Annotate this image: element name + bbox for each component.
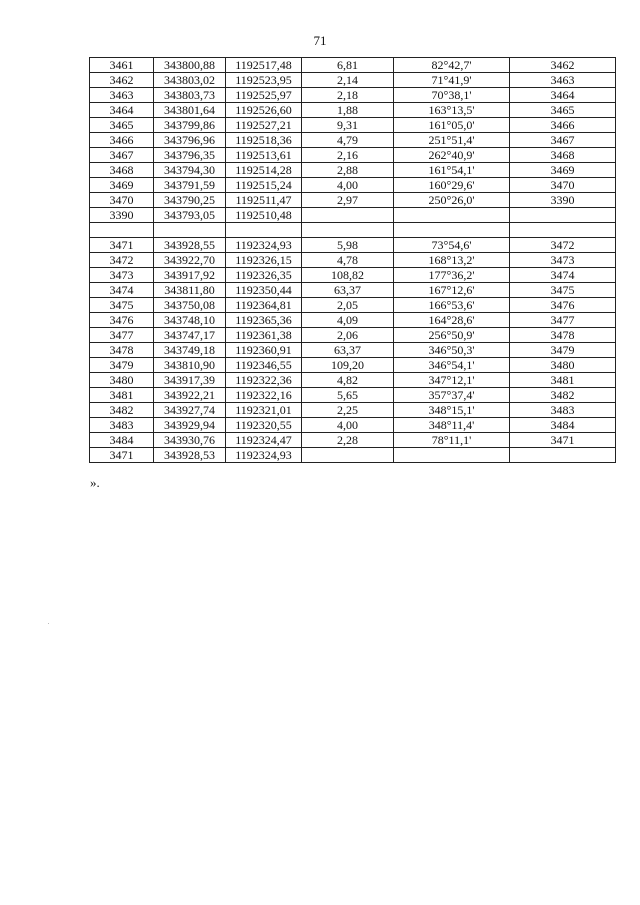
cell-direction-angle: 357°37,4': [394, 388, 510, 403]
cell-y-coordinate: 1192326,35: [226, 268, 302, 283]
cell-point-number: 3472: [90, 253, 154, 268]
table-row: [90, 133, 616, 148]
cell-point-number: 3462: [90, 73, 154, 88]
cell-distance: 4,79: [302, 133, 394, 148]
cell-direction-angle: 167°12,6': [394, 283, 510, 298]
cell-x-coordinate: 343811,80: [154, 283, 226, 298]
coordinates-table-body: [90, 58, 616, 463]
cell-y-coordinate: 1192322,16: [226, 388, 302, 403]
cell-next-point: 3475: [510, 283, 616, 298]
table-row: [90, 298, 616, 313]
table-row: [90, 148, 616, 163]
cell-distance: 2,97: [302, 193, 394, 208]
cell-x-coordinate: 343793,05: [154, 208, 226, 223]
cell-next-point: 3469: [510, 163, 616, 178]
cell-next-point: 3470: [510, 178, 616, 193]
cell-x-coordinate: 343791,59: [154, 178, 226, 193]
cell-distance: [302, 448, 394, 463]
table-row: [90, 163, 616, 178]
table-row: [90, 358, 616, 373]
table-row: [90, 73, 616, 88]
cell-point-number: 3390: [90, 208, 154, 223]
cell-distance: 2,16: [302, 148, 394, 163]
cell-distance: 63,37: [302, 283, 394, 298]
cell-y-coordinate: 1192526,60: [226, 103, 302, 118]
table-row: [90, 313, 616, 328]
cell-point-number: 3479: [90, 358, 154, 373]
table-row: [90, 253, 616, 268]
cell-y-coordinate: [226, 223, 302, 238]
cell-y-coordinate: 1192324,93: [226, 448, 302, 463]
table-row: [90, 343, 616, 358]
cell-x-coordinate: 343922,70: [154, 253, 226, 268]
cell-direction-angle: 177°36,2': [394, 268, 510, 283]
cell-y-coordinate: 1192511,47: [226, 193, 302, 208]
cell-x-coordinate: 343796,96: [154, 133, 226, 148]
cell-y-coordinate: 1192513,61: [226, 148, 302, 163]
cell-direction-angle: 256°50,9': [394, 328, 510, 343]
cell-point-number: 3478: [90, 343, 154, 358]
table-row: [90, 88, 616, 103]
cell-distance: 2,14: [302, 73, 394, 88]
cell-next-point: 3481: [510, 373, 616, 388]
cell-direction-angle: [394, 208, 510, 223]
cell-x-coordinate: 343796,35: [154, 148, 226, 163]
cell-y-coordinate: 1192514,28: [226, 163, 302, 178]
cell-y-coordinate: 1192510,48: [226, 208, 302, 223]
cell-next-point: [510, 223, 616, 238]
cell-y-coordinate: 1192523,95: [226, 73, 302, 88]
cell-y-coordinate: 1192321,01: [226, 403, 302, 418]
cell-direction-angle: 78°11,1': [394, 433, 510, 448]
closing-quote-mark: ».: [90, 475, 100, 490]
cell-point-number: 3474: [90, 283, 154, 298]
cell-point-number: 3467: [90, 148, 154, 163]
cell-distance: [302, 208, 394, 223]
cell-point-number: 3465: [90, 118, 154, 133]
cell-next-point: 3466: [510, 118, 616, 133]
cell-point-number: [90, 223, 154, 238]
cell-next-point: 3480: [510, 358, 616, 373]
cell-direction-angle: 250°26,0': [394, 193, 510, 208]
cell-x-coordinate: 343747,17: [154, 328, 226, 343]
cell-distance: 5,65: [302, 388, 394, 403]
cell-distance: 6,81: [302, 58, 394, 73]
cell-y-coordinate: 1192527,21: [226, 118, 302, 133]
cell-x-coordinate: 343790,25: [154, 193, 226, 208]
cell-x-coordinate: 343928,53: [154, 448, 226, 463]
cell-y-coordinate: 1192517,48: [226, 58, 302, 73]
cell-direction-angle: 251°51,4': [394, 133, 510, 148]
cell-y-coordinate: 1192515,24: [226, 178, 302, 193]
cell-next-point: 3465: [510, 103, 616, 118]
table-row: [90, 58, 616, 73]
cell-x-coordinate: 343748,10: [154, 313, 226, 328]
cell-point-number: 3473: [90, 268, 154, 283]
cell-point-number: 3469: [90, 178, 154, 193]
cell-y-coordinate: 1192365,36: [226, 313, 302, 328]
cell-distance: 4,00: [302, 178, 394, 193]
cell-y-coordinate: 1192350,44: [226, 283, 302, 298]
cell-distance: 4,09: [302, 313, 394, 328]
cell-direction-angle: 166°53,6': [394, 298, 510, 313]
coordinates-table: [89, 57, 616, 463]
cell-point-number: 3483: [90, 418, 154, 433]
table-row: [90, 283, 616, 298]
cell-x-coordinate: 343930,76: [154, 433, 226, 448]
cell-point-number: 3461: [90, 58, 154, 73]
table-row: [90, 433, 616, 448]
cell-next-point: 3463: [510, 73, 616, 88]
cell-x-coordinate: 343928,55: [154, 238, 226, 253]
cell-next-point: 3483: [510, 403, 616, 418]
cell-y-coordinate: 1192518,36: [226, 133, 302, 148]
table-row: [90, 448, 616, 463]
cell-direction-angle: 347°12,1': [394, 373, 510, 388]
cell-distance: 2,06: [302, 328, 394, 343]
cell-direction-angle: 348°11,4': [394, 418, 510, 433]
cell-distance: 4,82: [302, 373, 394, 388]
cell-distance: 5,98: [302, 238, 394, 253]
cell-distance: 4,00: [302, 418, 394, 433]
cell-point-number: 3471: [90, 238, 154, 253]
cell-direction-angle: 161°05,0': [394, 118, 510, 133]
cell-x-coordinate: 343794,30: [154, 163, 226, 178]
cell-x-coordinate: 343803,73: [154, 88, 226, 103]
cell-x-coordinate: 343927,74: [154, 403, 226, 418]
cell-next-point: 3472: [510, 238, 616, 253]
cell-direction-angle: 71°41,9': [394, 73, 510, 88]
cell-x-coordinate: 343917,39: [154, 373, 226, 388]
cell-y-coordinate: 1192320,55: [226, 418, 302, 433]
cell-x-coordinate: 343800,88: [154, 58, 226, 73]
cell-point-number: 3477: [90, 328, 154, 343]
table-row: [90, 223, 616, 238]
cell-distance: [302, 223, 394, 238]
cell-next-point: 3462: [510, 58, 616, 73]
cell-x-coordinate: 343749,18: [154, 343, 226, 358]
cell-x-coordinate: [154, 223, 226, 238]
cell-point-number: 3482: [90, 403, 154, 418]
cell-direction-angle: 168°13,2': [394, 253, 510, 268]
table-row: [90, 418, 616, 433]
table-row: [90, 373, 616, 388]
cell-direction-angle: 346°54,1': [394, 358, 510, 373]
cell-point-number: 3471: [90, 448, 154, 463]
cell-next-point: 3479: [510, 343, 616, 358]
cell-distance: 2,18: [302, 88, 394, 103]
cell-point-number: 3463: [90, 88, 154, 103]
table-row: [90, 328, 616, 343]
cell-next-point: [510, 208, 616, 223]
cell-x-coordinate: 343922,21: [154, 388, 226, 403]
cell-direction-angle: 262°40,9': [394, 148, 510, 163]
cell-y-coordinate: 1192322,36: [226, 373, 302, 388]
scan-speck: [48, 623, 49, 624]
cell-distance: 2,28: [302, 433, 394, 448]
cell-y-coordinate: 1192525,97: [226, 88, 302, 103]
cell-direction-angle: [394, 223, 510, 238]
cell-distance: 4,78: [302, 253, 394, 268]
cell-distance: 109,20: [302, 358, 394, 373]
cell-next-point: 3464: [510, 88, 616, 103]
cell-next-point: [510, 448, 616, 463]
page-number: 71: [313, 33, 327, 48]
cell-x-coordinate: 343803,02: [154, 73, 226, 88]
cell-distance: 2,88: [302, 163, 394, 178]
cell-direction-angle: 82°42,7': [394, 58, 510, 73]
cell-direction-angle: 160°29,6': [394, 178, 510, 193]
cell-x-coordinate: 343801,64: [154, 103, 226, 118]
table-row: [90, 208, 616, 223]
cell-next-point: 3477: [510, 313, 616, 328]
cell-distance: 108,82: [302, 268, 394, 283]
table-row: [90, 403, 616, 418]
cell-next-point: 3484: [510, 418, 616, 433]
cell-point-number: 3470: [90, 193, 154, 208]
table-row: [90, 238, 616, 253]
cell-y-coordinate: 1192360,91: [226, 343, 302, 358]
cell-next-point: 3468: [510, 148, 616, 163]
cell-y-coordinate: 1192324,93: [226, 238, 302, 253]
table-row: [90, 268, 616, 283]
cell-next-point: 3390: [510, 193, 616, 208]
cell-direction-angle: 346°50,3': [394, 343, 510, 358]
cell-point-number: 3468: [90, 163, 154, 178]
table-row: [90, 178, 616, 193]
cell-distance: 1,88: [302, 103, 394, 118]
cell-distance: 2,25: [302, 403, 394, 418]
cell-point-number: 3481: [90, 388, 154, 403]
table-row: [90, 388, 616, 403]
cell-x-coordinate: 343917,92: [154, 268, 226, 283]
cell-next-point: 3471: [510, 433, 616, 448]
cell-direction-angle: 163°13,5': [394, 103, 510, 118]
cell-point-number: 3484: [90, 433, 154, 448]
cell-next-point: 3476: [510, 298, 616, 313]
cell-direction-angle: 348°15,1': [394, 403, 510, 418]
table-row: [90, 103, 616, 118]
cell-distance: 63,37: [302, 343, 394, 358]
cell-next-point: 3467: [510, 133, 616, 148]
cell-x-coordinate: 343810,90: [154, 358, 226, 373]
cell-direction-angle: 164°28,6': [394, 313, 510, 328]
cell-point-number: 3475: [90, 298, 154, 313]
cell-next-point: 3474: [510, 268, 616, 283]
cell-y-coordinate: 1192324,47: [226, 433, 302, 448]
cell-y-coordinate: 1192346,55: [226, 358, 302, 373]
cell-distance: 9,31: [302, 118, 394, 133]
cell-point-number: 3480: [90, 373, 154, 388]
cell-point-number: 3466: [90, 133, 154, 148]
cell-next-point: 3473: [510, 253, 616, 268]
cell-point-number: 3464: [90, 103, 154, 118]
cell-x-coordinate: 343799,86: [154, 118, 226, 133]
cell-direction-angle: 161°54,1': [394, 163, 510, 178]
cell-direction-angle: 70°38,1': [394, 88, 510, 103]
cell-y-coordinate: 1192326,15: [226, 253, 302, 268]
cell-direction-angle: [394, 448, 510, 463]
cell-x-coordinate: 343750,08: [154, 298, 226, 313]
cell-y-coordinate: 1192361,38: [226, 328, 302, 343]
cell-next-point: 3482: [510, 388, 616, 403]
cell-distance: 2,05: [302, 298, 394, 313]
cell-x-coordinate: 343929,94: [154, 418, 226, 433]
cell-next-point: 3478: [510, 328, 616, 343]
table-row: [90, 118, 616, 133]
table-row: [90, 193, 616, 208]
cell-y-coordinate: 1192364,81: [226, 298, 302, 313]
cell-point-number: 3476: [90, 313, 154, 328]
cell-direction-angle: 73°54,6': [394, 238, 510, 253]
